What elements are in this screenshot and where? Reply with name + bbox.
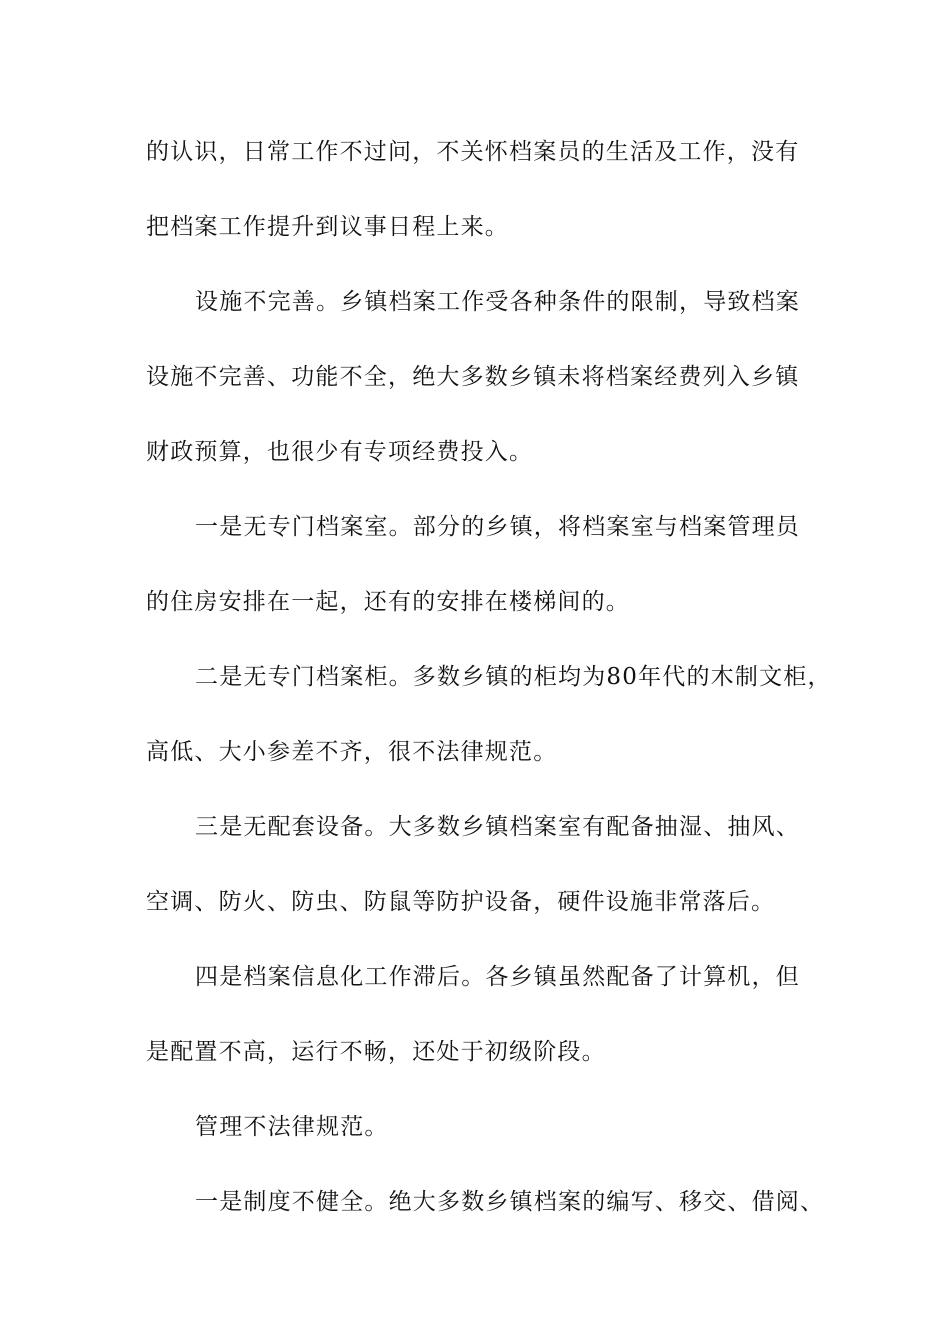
text-line-1: 的认识，日常工作不过问，不关怀档案员的生活及工作，没有 bbox=[146, 139, 800, 165]
paragraph-equipment: 三是无配套设备。大多数乡镇档案室有配备抽湿、抽风、 bbox=[195, 814, 800, 840]
paragraph-informatization: 四是档案信息化工作滞后。各乡镇虽然配备了计算机，但 bbox=[195, 964, 800, 990]
paragraph-facilities: 设施不完善。乡镇档案工作受各种条件的限制，导致档案 bbox=[195, 289, 800, 315]
paragraph-archive-room: 一是无专门档案室。部分的乡镇，将档案室与档案管理员 bbox=[195, 514, 800, 540]
text-line-2: 把档案工作提升到议事日程上来。 bbox=[146, 214, 509, 240]
paragraph-management: 管理不法律规范。 bbox=[195, 1114, 389, 1140]
text-line-11: 空调、防火、防虫、防鼠等防护设备，硬件设施非常落后。 bbox=[146, 889, 776, 915]
text-line-4: 设施不完善、功能不全，绝大多数乡镇未将档案经费列入乡镇 bbox=[146, 364, 800, 390]
text-line-13: 是配置不高，运行不畅，还处于初级阶段。 bbox=[146, 1039, 606, 1065]
text-line-7: 的住房安排在一起，还有的安排在楼梯间的。 bbox=[146, 589, 630, 615]
paragraph-archive-cabinet: 二是无专门档案柜。多数乡镇的柜均为80年代的木制文柜， bbox=[195, 664, 832, 690]
text-line-5: 财政预算，也很少有专项经费投入。 bbox=[146, 439, 534, 465]
text-line-9: 高低、大小参差不齐，很不法律规范。 bbox=[146, 739, 558, 765]
paragraph-system: 一是制度不健全。绝大多数乡镇档案的编写、移交、借阅、 bbox=[195, 1189, 825, 1215]
